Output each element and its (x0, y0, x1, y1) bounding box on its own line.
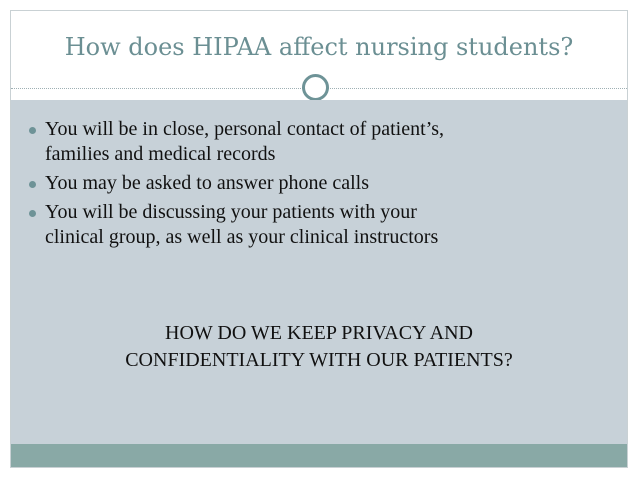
question-line-2: CONFIDENTIALITY WITH OUR PATIENTS? (125, 349, 513, 371)
bullet-item (27, 117, 619, 167)
bullet-dot-icon (29, 127, 36, 134)
bullet-item (27, 200, 619, 250)
closing-question (11, 320, 627, 374)
content-area (11, 100, 627, 445)
bullet-text-line: families and medical records (45, 143, 276, 165)
circle-ornament-icon (302, 74, 329, 101)
question-line-1: HOW DO WE KEEP PRIVACY AND (165, 322, 473, 344)
bullet-text-line: clinical group, as well as your clinical instructors (45, 226, 439, 248)
bullet-list (27, 117, 619, 254)
slide (10, 10, 628, 468)
bullet-text-line: You may be asked to answer phone calls (45, 172, 370, 194)
bullet-dot-icon (29, 181, 36, 188)
bullet-dot-icon (29, 210, 36, 217)
bullet-text-line: You will be in close, personal contact of patient’s, (45, 118, 445, 140)
bullet-item (27, 171, 619, 196)
slide-title: How does HIPAA affect nursing students? (64, 33, 574, 61)
bottom-band (11, 444, 627, 467)
bullet-text-line: You will be discussing your patients with your (45, 201, 417, 223)
